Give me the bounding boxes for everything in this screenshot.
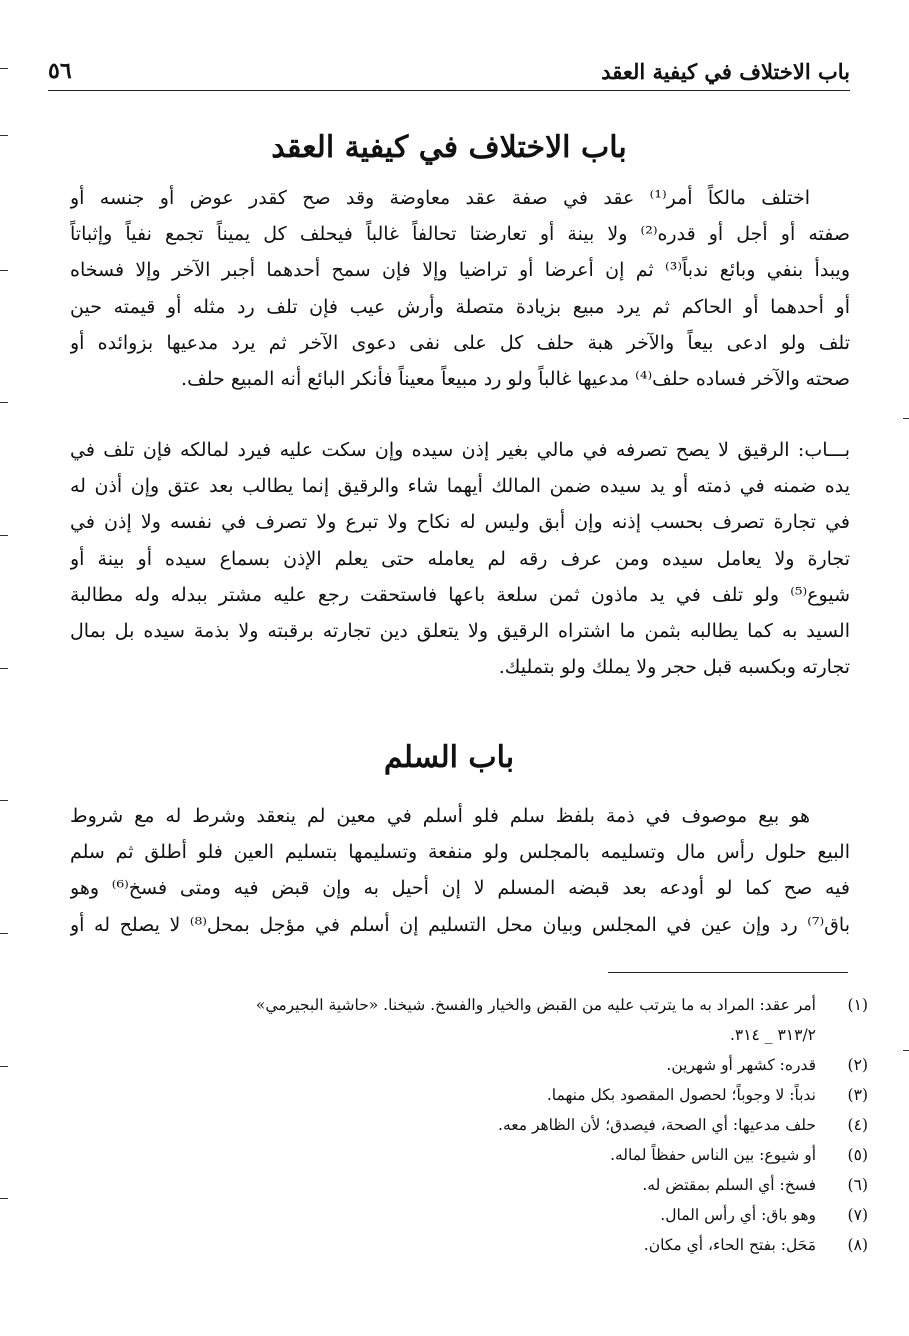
- footnote: [60, 1200, 868, 1230]
- text-line: يده ضمنه في ذمته أو يد سيده ضمن المالك أيهما شاء والرقيق إنما يطالب بعد عتق وإن أذن له: [70, 475, 850, 498]
- footnote-text: حلف مدعيها: أي الصحة، فيصدق؛ لأن الظاهر معه.: [498, 1116, 816, 1134]
- running-header: [48, 46, 850, 91]
- footnote-text: أمر عقد: المراد به ما يترتب عليه من القبض والخيار والفسخ. شيخنا. «حاشية البجيرمي»: [255, 996, 816, 1014]
- footnote: [60, 1050, 868, 1080]
- text-line: أو أحدهما أو الحاكم ثم يرد مبيع بزيادة متصلة وأرش عيب فإن تلف رد مثله أو قيمته حين: [70, 295, 850, 318]
- text-line: فيه صح كما لو أودعه بعد قبضه المسلم لا إن أحيل به وإن قبض فيه ومتى فسخ⁽⁶⁾ وهو: [70, 877, 850, 900]
- scan-margin-mark: [0, 1198, 8, 1199]
- footnote-text: ندباً: لا وجوباً؛ لحصول المقصود بكل منهما.: [546, 1086, 816, 1104]
- text-line: تلف ولو ادعى بيعاً والآخر هبة حلف كل على نفى دعوى الآخر ثم يرد مدعيها بزوائده أو: [70, 331, 850, 354]
- footnote-number: (٣): [847, 1086, 868, 1104]
- scan-margin-mark: [903, 1050, 909, 1051]
- footnote: [60, 1170, 868, 1200]
- scan-margin-mark: [0, 1066, 8, 1067]
- footnote-number: (٤): [847, 1116, 868, 1134]
- footnote-number: (٨): [847, 1236, 868, 1254]
- scan-margin-mark: [0, 135, 8, 136]
- scan-margin-mark: [0, 270, 8, 271]
- footnote-number: (٥): [847, 1146, 868, 1164]
- scan-margin-mark: [0, 800, 8, 801]
- footnote-text: مَحَل: بفتح الحاء، أي مكان.: [643, 1236, 816, 1254]
- section-title-salam: باب السلم: [383, 740, 515, 775]
- scan-margin-mark: [0, 68, 8, 69]
- scan-margin-mark: [0, 535, 8, 536]
- footnote: [60, 1230, 868, 1260]
- section-title-disagreement: باب الاختلاف في كيفية العقد: [271, 130, 627, 165]
- text-line: السيد به كما يطالبه بثمن ما اشتراه الرقيق ولا يتعلق دين تجارته برقبته ولا بذمة سيده بل بمال: [70, 619, 850, 642]
- scan-margin-mark: [0, 668, 8, 669]
- scan-margin-mark: [0, 402, 8, 403]
- footnote-text: قدره: كشهر أو شهرين.: [666, 1056, 816, 1074]
- running-title: باب الاختلاف في كيفية العقد: [601, 59, 850, 84]
- footnotes: [60, 990, 868, 1260]
- scan-margin-mark: [903, 418, 909, 419]
- footnote-separator: [608, 972, 848, 973]
- text-line: باق⁽⁷⁾ رد وإن عين في المجلس وبيان محل التسليم إن أسلم في مؤجل بمحل⁽⁸⁾ لا يصلح له أو: [70, 913, 850, 936]
- footnote-number: (٧): [847, 1206, 868, 1224]
- text-line: هو بيع موصوف في ذمة بلفظ سلم فلو أسلم في معين لم ينعقد وشرط له مع شروط: [70, 805, 810, 827]
- text-line: تجارته وبكسبه قبل حجر ولا يملك ولو بتمليك.: [498, 656, 850, 679]
- footnote-text: وهو باق: أي رأس المال.: [660, 1206, 816, 1224]
- footnote: [60, 1110, 868, 1140]
- footnote-number: (٦): [847, 1176, 868, 1194]
- footnote-number: (١): [847, 996, 868, 1014]
- footnote: [60, 1080, 868, 1110]
- footnote: [60, 1140, 868, 1170]
- text-line: ويبدأ بنفي وبائع ندباً⁽³⁾ ثم إن أعرضا أو تراضيا وإلا فإن سمح أحدهما أجبر الآخر وإلا فسخاه: [70, 259, 850, 282]
- text-line: صحته والآخر فساده حلف⁽⁴⁾ مدعيها غالباً ولو رد مبيعاً معيناً فأنكر البائع أنه المبيع حلف.: [181, 367, 850, 390]
- text-line: البيع حلول رأس مال وتسليمه بالمجلس ولو منفعة وتسليمها بتسليم العين فلو أطلق ثم سلم: [70, 841, 850, 864]
- paragraph-disagreement: [70, 180, 850, 397]
- text-line: بـــاب: الرقيق لا يصح تصرفه في مالي بغير إذن سيده وإن سكت عليه فيرد لمالكه فإن تلف في: [70, 439, 850, 461]
- paragraph-slave-chapter: [70, 432, 850, 685]
- text-line: اختلف مالكاً أمر⁽¹⁾ عقد في صفة عقد معاوضة وقد صح كقدر عوض أو جنسه أو: [70, 187, 811, 209]
- footnote: [60, 990, 868, 1020]
- footnote-text: ٣١٣/٢ _ ٣١٤.: [729, 1026, 816, 1044]
- footnote-continuation: [60, 1020, 868, 1050]
- scan-margin-mark: [0, 933, 8, 934]
- text-line: تجارة ولا يعامل سيده ومن عرف رقه لم يعامله حتى يعلم الإذن بسماع سيده أو بينة أو: [70, 547, 850, 570]
- footnote-text: أو شيوع: بين الناس حفظاً لماله.: [610, 1146, 816, 1164]
- text-line: صفته أو أجل أو قدره⁽²⁾ ولا بينة أو تعارضتا تحالفاً غالباً فيحلف كل يميناً تجمع نفياً وإثباتاً: [70, 223, 850, 246]
- footnote-text: فسخ: أي السلم بمقتض له.: [642, 1176, 816, 1194]
- footnote-number: (٢): [847, 1056, 868, 1074]
- text-line: في تجارة تصرف بحسب إذنه وإن أبق وليس له نكاح ولا تبرع ولا تصرف في نفسه ولا إذن في: [70, 511, 850, 534]
- page-number: ٥٦: [48, 58, 72, 84]
- paragraph-salam: [70, 798, 850, 943]
- text-line: شيوع⁽⁵⁾ ولو تلف في يد ماذون ثمن سلعة باعها فاستحقت رجع عليه مشتر ببدله وله مطالبة: [70, 583, 850, 606]
